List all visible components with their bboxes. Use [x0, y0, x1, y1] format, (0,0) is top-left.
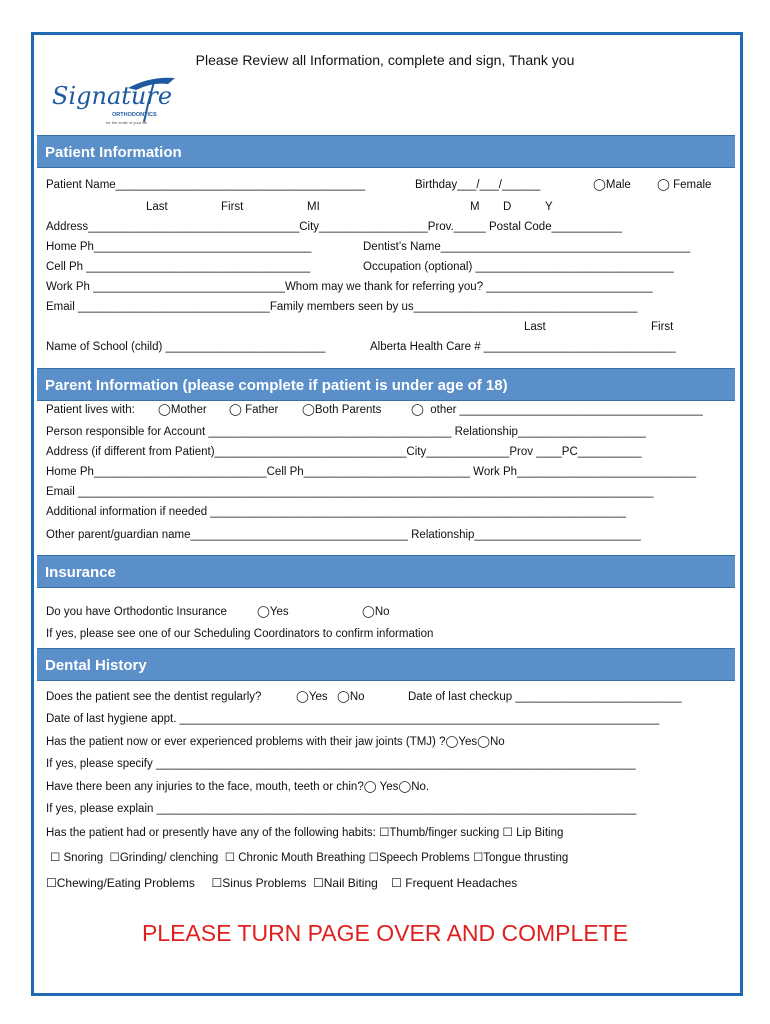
regular-no-label: No: [349, 691, 365, 703]
parent-address-field[interactable]: Address (if different from Patient)______________________________City_____________Prov ____PC__________: [46, 446, 642, 458]
lip-label: Lip Biting: [516, 827, 564, 839]
habits-row-2: [50, 851, 568, 865]
lip-checkbox[interactable]: ☐ Lip Biting: [502, 827, 564, 839]
mother-radio[interactable]: ◯Mother: [158, 404, 207, 416]
dental-section-header: Dental History: [37, 648, 735, 681]
female-label: Female: [673, 179, 712, 191]
mother-label: Mother: [170, 404, 207, 416]
email-field[interactable]: Email ______________________________Family members seen by us___________________________________: [46, 301, 638, 313]
thumb-label: Thumb/finger sucking: [389, 827, 500, 839]
cell-phone-field[interactable]: Cell Ph ___________________________________: [46, 261, 311, 273]
regular-no-radio[interactable]: ◯No: [337, 691, 365, 703]
patient-name-field[interactable]: Patient Name_______________________________________: [46, 179, 366, 191]
snoring-label: Snoring: [63, 852, 104, 864]
other-radio[interactable]: ◯ other ______________________________________: [411, 404, 703, 416]
day-label: D: [503, 201, 512, 213]
tongue-label: Tongue thrusting: [483, 852, 569, 864]
both-parents-label: Both Parents: [314, 404, 382, 416]
patient-section-header: Patient Information: [37, 135, 735, 168]
other-field[interactable]: other ______________________________________: [430, 404, 703, 416]
nail-checkbox[interactable]: ☐Nail Biting: [313, 876, 378, 890]
insurance-note: If yes, please see one of our Scheduling Coordinators to confirm information: [46, 628, 434, 640]
address-field[interactable]: Address_________________________________City_________________Prov._____ Postal Code___________: [46, 221, 622, 233]
insurance-yes-radio[interactable]: ◯Yes: [257, 606, 289, 618]
chewing-checkbox[interactable]: ☐Chewing/Eating Problems: [46, 876, 195, 890]
habits-row-3: [46, 876, 517, 890]
tmj-yes-label: Yes: [458, 736, 478, 748]
mouth-breathing-label: Chronic Mouth Breathing: [238, 852, 366, 864]
logo-wordmark: Signature: [52, 82, 173, 110]
tmj-question-text: Has the patient now or ever experienced problems with their jaw joints (TMJ) ?: [46, 736, 446, 748]
snoring-checkbox[interactable]: ☐ Snoring: [50, 852, 104, 864]
nail-label: Nail Biting: [323, 876, 378, 890]
insurance-no-radio[interactable]: ◯No: [362, 606, 390, 618]
family-last-label: Last: [524, 321, 546, 333]
regular-yes-label: Yes: [308, 691, 328, 703]
speech-checkbox[interactable]: ☐Speech Problems: [368, 852, 470, 864]
lives-with-label: Patient lives with:: [46, 404, 135, 416]
insurance-section-header: Insurance: [37, 555, 735, 588]
dentist-name-field[interactable]: Dentist’s Name_______________________________________: [363, 241, 691, 253]
injury-question-text: Have there been any injuries to the face, mouth, teeth or chin?: [46, 781, 364, 793]
injury-no-label: No.: [411, 781, 430, 793]
male-radio[interactable]: ◯Male: [593, 179, 631, 191]
regular-yes-radio[interactable]: ◯Yes: [296, 691, 328, 703]
thumb-checkbox[interactable]: ☐Thumb/finger sucking: [379, 827, 500, 839]
both-parents-radio[interactable]: ◯Both Parents: [302, 404, 382, 416]
parent-section-header: Parent Information (please complete if patient is under age of 18): [37, 368, 735, 401]
other-guardian-field[interactable]: Other parent/guardian name__________________________________ Relationship__________________________: [46, 529, 641, 541]
sinus-label: Sinus Problems: [222, 876, 307, 890]
parent-phones-field[interactable]: Home Ph___________________________Cell Ph__________________________ Work Ph____________________________: [46, 466, 697, 478]
birthday-field[interactable]: Birthday___/___/______: [415, 179, 541, 191]
year-label: Y: [545, 201, 553, 213]
last-checkup-field[interactable]: Date of last checkup __________________________: [408, 691, 682, 703]
signature-orthodontics-logo: [50, 74, 180, 130]
dentist-regularly-question: Does the patient see the dentist regularly?: [46, 691, 262, 703]
tongue-checkbox[interactable]: ☐Tongue thrusting: [472, 852, 569, 864]
home-phone-field[interactable]: Home Ph__________________________________: [46, 241, 312, 253]
speech-label: Speech Problems: [378, 852, 470, 864]
tmj-yes-radio[interactable]: ◯Yes: [445, 736, 478, 748]
school-field[interactable]: Name of School (child) _________________________: [46, 341, 326, 353]
tmj-question: [46, 735, 505, 749]
occupation-field[interactable]: Occupation (optional) _______________________________: [363, 261, 674, 273]
last-label: Last: [146, 201, 168, 213]
father-radio[interactable]: ◯ Father: [229, 404, 279, 416]
additional-info-field[interactable]: Additional information if needed _________________________________________________________________: [46, 506, 627, 518]
grinding-checkbox[interactable]: ☐Grinding/ clenching: [109, 852, 219, 864]
female-radio[interactable]: ◯ Female: [657, 179, 712, 191]
parent-email-field[interactable]: Email __________________________________________________________________________________________: [46, 486, 654, 498]
injury-explain-field[interactable]: If yes, please explain ___________________________________________________________________________: [46, 803, 637, 815]
insurance-yes-label: Yes: [269, 606, 289, 618]
responsible-field[interactable]: Person responsible for Account ______________________________________ Relationship____________________: [46, 426, 646, 438]
form-instruction: Please Review all Information, complete and sign, Thank you: [195, 52, 575, 68]
tmj-specify-field[interactable]: If yes, please specify ___________________________________________________________________________: [46, 758, 636, 770]
injury-yes-radio[interactable]: ◯ Yes: [363, 781, 399, 793]
health-care-field[interactable]: Alberta Health Care # ______________________________: [370, 341, 676, 353]
injury-yes-label: Yes: [379, 781, 399, 793]
grinding-label: Grinding/ clenching: [119, 852, 219, 864]
first-label: First: [221, 201, 244, 213]
work-phone-field[interactable]: Work Ph ______________________________Whom may we thank for referring you? __________________________: [46, 281, 653, 293]
family-first-label: First: [651, 321, 674, 333]
habits-question: [46, 826, 563, 840]
mi-label: MI: [307, 201, 320, 213]
mouth-breathing-checkbox[interactable]: ☐ Chronic Mouth Breathing: [224, 852, 366, 864]
injury-question: [46, 780, 429, 794]
headaches-label: Frequent Headaches: [405, 876, 518, 890]
logo-tagline: for the smile of your life: [106, 120, 148, 125]
month-label: M: [470, 201, 480, 213]
hygiene-field[interactable]: Date of last hygiene appt. ___________________________________________________________________________: [46, 713, 660, 725]
sinus-checkbox[interactable]: ☐Sinus Problems: [211, 876, 307, 890]
chewing-label: Chewing/Eating Problems: [56, 876, 195, 890]
tmj-no-radio[interactable]: ◯No: [477, 736, 505, 748]
turn-page-notice: PLEASE TURN PAGE OVER AND COMPLETE: [141, 920, 629, 946]
insurance-question: Do you have Orthodontic Insurance: [46, 606, 227, 618]
logo-subtitle: ORTHODONTICS: [112, 112, 157, 118]
male-label: Male: [605, 179, 631, 191]
habits-question-text: Has the patient had or presently have any of the following habits:: [46, 827, 376, 839]
tmj-no-label: No: [490, 736, 505, 748]
insurance-no-label: No: [374, 606, 390, 618]
father-label: Father: [245, 404, 279, 416]
injury-no-radio[interactable]: ◯No.: [398, 781, 430, 793]
headaches-checkbox[interactable]: ☐ Frequent Headaches: [391, 876, 518, 890]
